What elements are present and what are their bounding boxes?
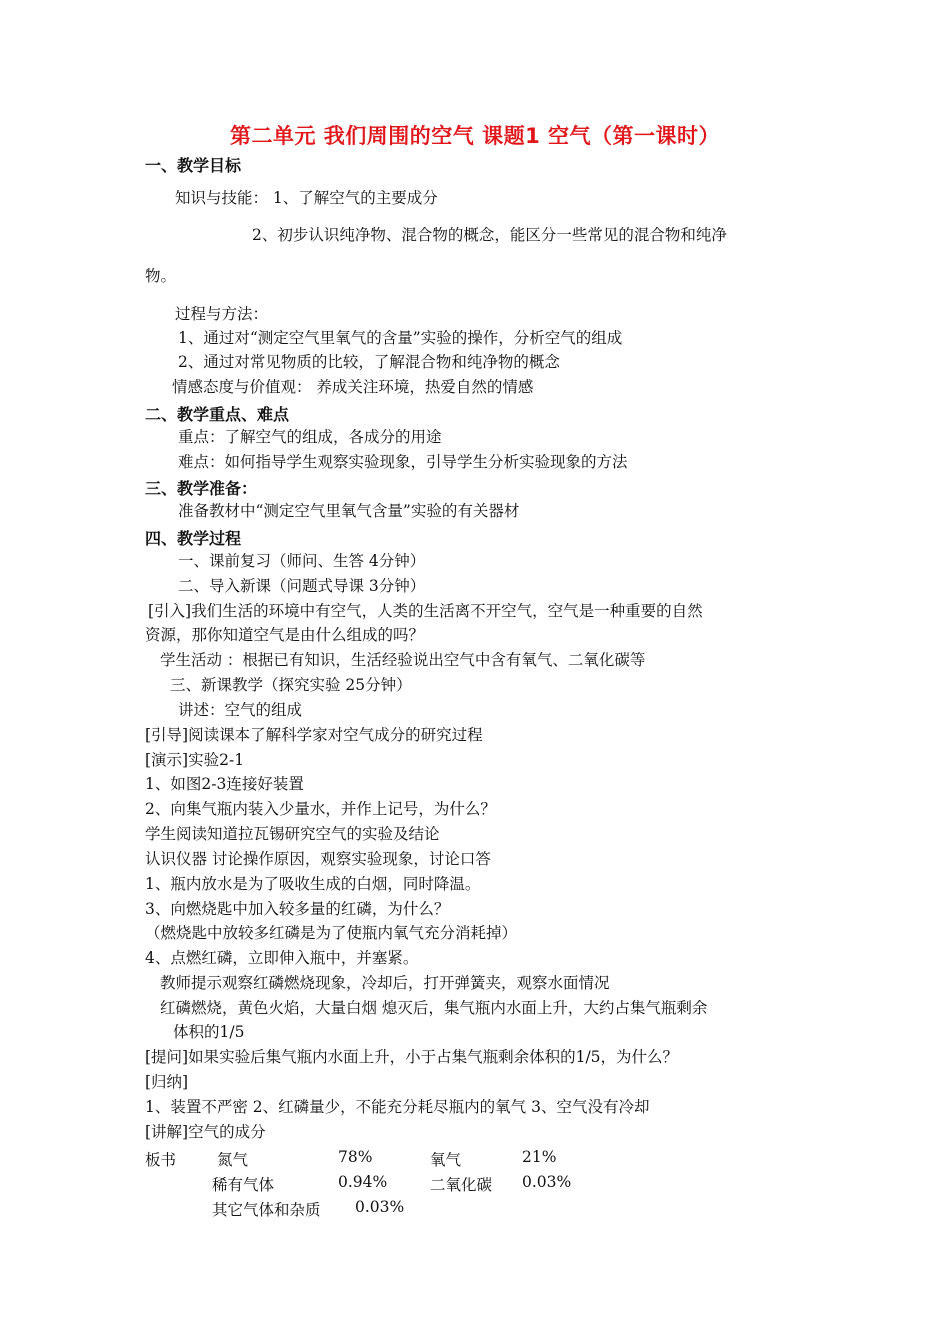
text-line: 学生活动 ：根据已有知识，生活经验说出空气中含有氧气、二氧化碳等 <box>160 651 646 669</box>
text-line: [提问]如果实验后集气瓶内水面上升，小于占集气瓶剩余体积的1/5，为什么？ <box>145 1048 679 1066</box>
text-line: 体积的1/5 <box>173 1023 245 1041</box>
text-line: 3、向燃烧匙中加入较多量的红磷，为什么？ <box>145 900 450 918</box>
text-line: 教师提示观察红磷燃烧现象，冷却后，打开弹簧夹，观察水面情况 <box>160 974 610 992</box>
text-line: 资源，那你知道空气是由什么组成的吗？ <box>145 626 425 644</box>
text-line: 2、初步认识纯净物、混合物的概念，能区分一些常见的混合物和纯净 <box>252 226 727 244</box>
section-heading-process: 四、教学过程 <box>145 529 242 548</box>
text-line: 红磷燃烧，黄色火焰，大量白烟 熄灭后，集气瓶内水面上升，大约占集气瓶剩余 <box>160 999 708 1017</box>
board-cell: 其它气体和杂质 <box>212 1201 321 1219</box>
text-line: [引入]我们生活的环境中有空气，人类的生活离不开空气，空气是一种重要的自然 <box>148 602 703 620</box>
text-line: 1、瓶内放水是为了吸收生成的白烟，同时降温。 <box>145 875 481 893</box>
page-title: 第二单元 我们周围的空气 课题1 空气（第一课时） <box>229 124 721 148</box>
text-line: 知识与技能： 1、了解空气的主要成分 <box>175 189 438 207</box>
text-line: 1、装置不严密 2、红磷量少，不能充分耗尽瓶内的氧气 3、空气没有冷却 <box>145 1098 650 1116</box>
text-line: 1、通过对“测定空气里氧气的含量”实验的操作，分析空气的组成 <box>178 329 623 347</box>
text-line: [归纳] <box>145 1073 189 1091</box>
text-line: [讲解]空气的成分 <box>145 1123 266 1141</box>
text-line: [引导]阅读课本了解科学家对空气成分的研究过程 <box>145 726 483 744</box>
text-line: 2、向集气瓶内装入少量水，并作上记号，为什么？ <box>145 800 496 818</box>
board-cell: 二氧化碳 <box>430 1176 493 1194</box>
text-line: 讲述：空气的组成 <box>178 701 303 719</box>
text-line: [演示]实验2-1 <box>145 751 245 769</box>
board-cell: 稀有气体 <box>212 1176 275 1194</box>
board-cell: 氮气 <box>217 1151 249 1169</box>
text-line: 准备教材中“测定空气里氧气含量”实验的有关器材 <box>178 502 520 520</box>
board-cell: 氧气 <box>430 1151 462 1169</box>
text-line: 二、导入新课（问题式导课 3分钟） <box>178 577 426 595</box>
board-cell: 21% <box>522 1148 557 1166</box>
board-cell: 0.03% <box>355 1198 405 1216</box>
text-line: 认识仪器 讨论操作原因，观察实验现象，讨论口答 <box>145 850 491 868</box>
text-line: 难点：如何指导学生观察实验现象，引导学生分析实验现象的方法 <box>178 453 628 471</box>
text-line: 过程与方法： <box>175 305 269 323</box>
text-line: 一、课前复习（师问、生答 4分钟） <box>178 552 426 570</box>
board-label: 板书 <box>145 1151 177 1169</box>
text-line: 物。 <box>145 267 177 285</box>
board-cell: 78% <box>338 1148 373 1166</box>
text-line: 三、新课教学（探究实验 25分钟） <box>170 676 412 694</box>
section-heading-keypoints: 二、教学重点、难点 <box>145 405 290 424</box>
board-cell: 0.94% <box>338 1173 388 1191</box>
text-line: （燃烧匙中放较多红磷是为了使瓶内氧气充分消耗掉） <box>145 924 518 942</box>
text-line: 1、如图2-3连接好装置 <box>145 775 304 793</box>
text-line: 情感态度与价值观： 养成关注环境，热爱自然的情感 <box>172 378 534 396</box>
text-line: 4、点燃红磷，立即伸入瓶中，并塞紧。 <box>145 949 419 967</box>
board-cell: 0.03% <box>522 1173 572 1191</box>
text-line: 重点：了解空气的组成，各成分的用途 <box>178 428 442 446</box>
text-line: 学生阅读知道拉瓦锡研究空气的实验及结论 <box>145 825 440 843</box>
section-heading-objectives: 一、教学目标 <box>145 156 242 175</box>
text-line: 2、通过对常见物质的比较，了解混合物和纯净物的概念 <box>178 353 560 371</box>
section-heading-preparation: 三、教学准备： <box>145 479 258 498</box>
